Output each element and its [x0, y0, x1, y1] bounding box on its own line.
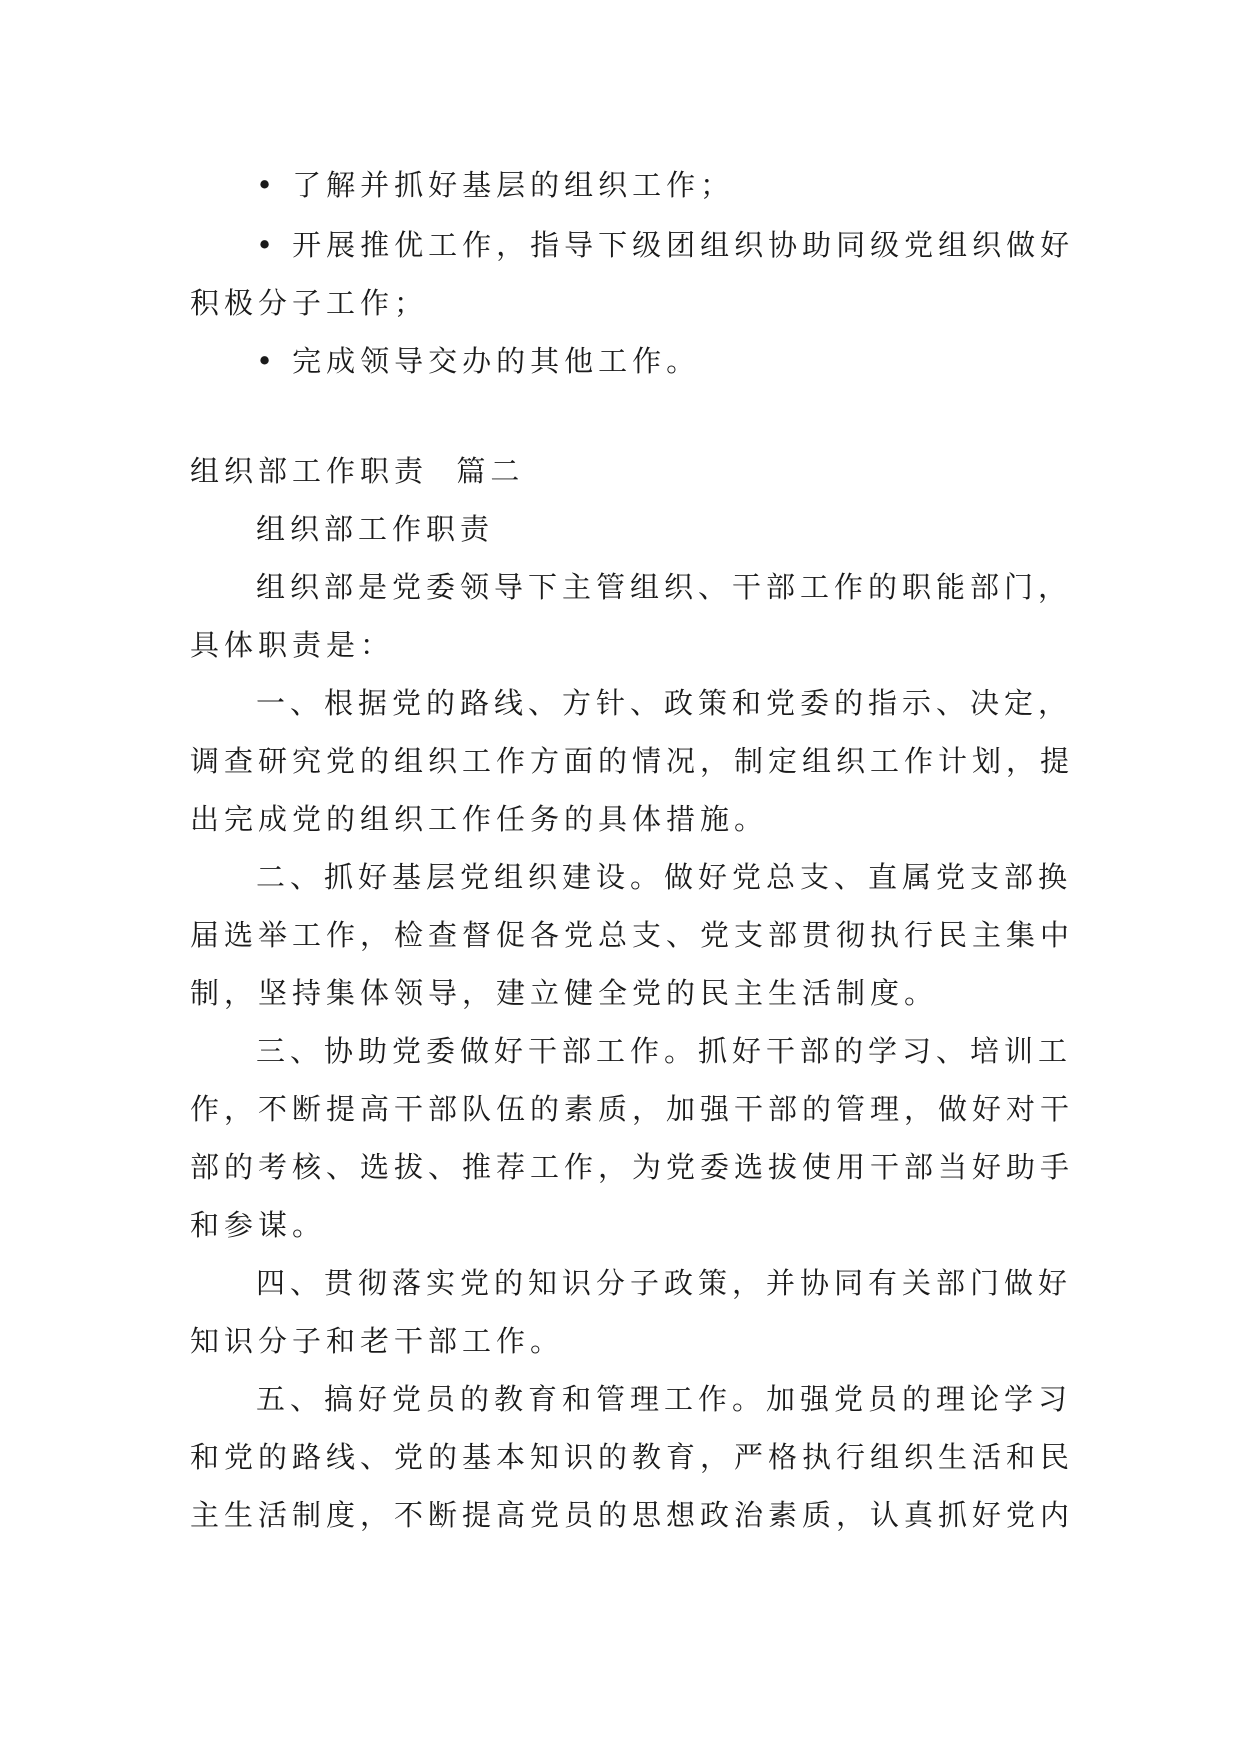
- section-block: [190, 442, 1060, 558]
- paragraph-line: 组织部是党委领导下主管组织、干部工作的职能部门，: [256, 570, 1073, 604]
- bullet-list: [190, 156, 1075, 390]
- paragraph-line: 届选举工作，检查督促各党总支、党支部贯彻执行民主集中: [190, 918, 1075, 952]
- paragraph-line: 作，不断提高干部队伍的素质，加强干部的管理，做好对干: [190, 1092, 1075, 1126]
- subtitle: 组织部工作职责: [256, 512, 495, 546]
- paragraph-line: 主生活制度，不断提高党员的思想政治素质，认真抓好党内: [190, 1498, 1075, 1532]
- body-text: [190, 558, 1075, 1544]
- paragraph-line: 出完成党的组织工作任务的具体措施。: [190, 802, 769, 836]
- paragraph-line: 和参谋。: [190, 1208, 327, 1242]
- paragraph-line: 具体职责是：: [190, 628, 395, 662]
- paragraph-line: 四、贯彻落实党的知识分子政策，并协同有关部门做好: [256, 1266, 1073, 1300]
- paragraph-line: 调查研究党的组织工作方面的情况，制定组织工作计划，提: [190, 744, 1075, 778]
- bullet-item: • 完成领导交办的其他工作。: [190, 332, 1060, 390]
- bullet-item-continuation: 积极分子工作；: [190, 286, 429, 320]
- bullet-item: • 了解并抓好基层的组织工作；: [190, 156, 1060, 214]
- bullet-item: • 开展推优工作，指导下级团组织协助同级党组织做好: [190, 216, 1060, 274]
- paragraph-line: 三、协助党委做好干部工作。抓好干部的学习、培训工: [256, 1034, 1073, 1068]
- paragraph-line: 一、根据党的路线、方针、政策和党委的指示、决定，: [256, 686, 1073, 720]
- paragraph-line: 和党的路线、党的基本知识的教育，严格执行组织生活和民: [190, 1440, 1075, 1474]
- paragraph-line: 五、搞好党员的教育和管理工作。加强党员的理论学习: [256, 1382, 1073, 1416]
- paragraph-line: 部的考核、选拔、推荐工作，为党委选拔使用干部当好助手: [190, 1150, 1075, 1184]
- paragraph-line: 知识分子和老干部工作。: [190, 1324, 565, 1358]
- paragraph-line: 制，坚持集体领导，建立健全党的民主生活制度。: [190, 976, 939, 1010]
- section-title: 组织部工作职责 篇二: [190, 454, 525, 488]
- paragraph-line: 二、抓好基层党组织建设。做好党总支、直属党支部换: [256, 860, 1073, 894]
